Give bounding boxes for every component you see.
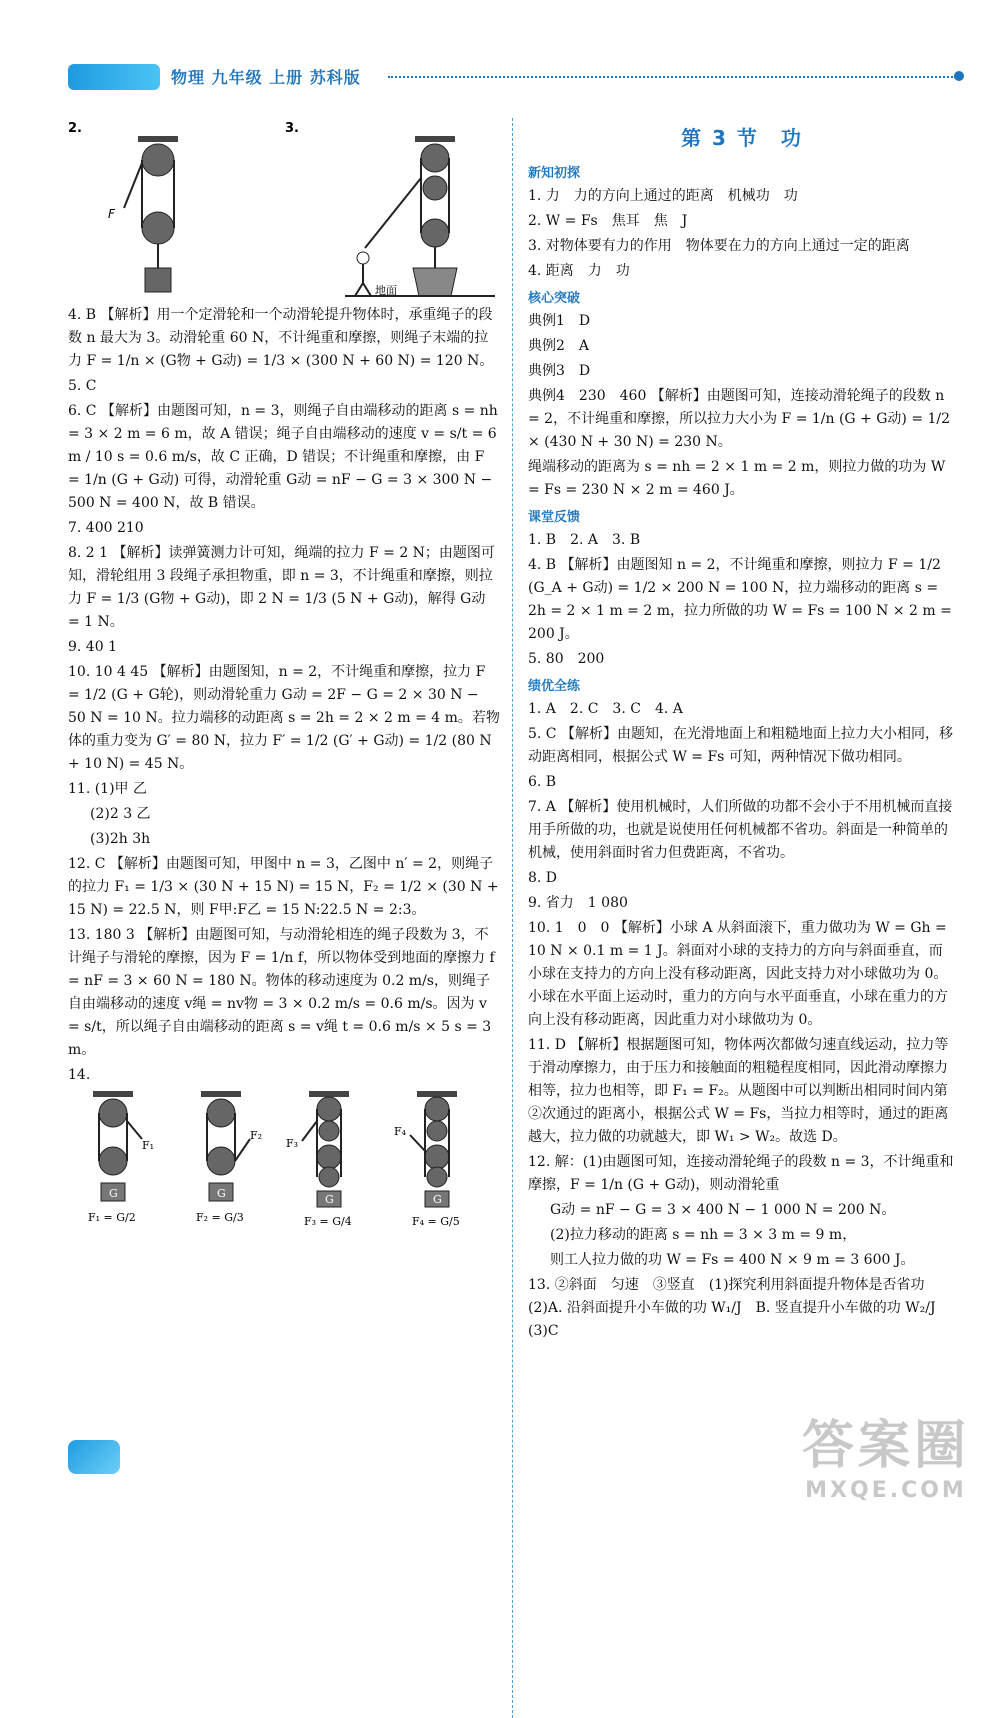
subsection-heading: 核心突破 xyxy=(528,291,581,306)
load-block xyxy=(145,268,171,292)
answer-item: 则工人拉力做的功 W = Fs = 400 N × 9 m = 3 600 J。 xyxy=(550,1252,915,1268)
left-column xyxy=(68,118,500,1231)
answer-item: 4. 距离 力 功 xyxy=(528,263,630,279)
watermark-logo: 答案圈 xyxy=(801,1416,970,1476)
force-label: F₃ xyxy=(286,1137,299,1150)
answer-item: 12. 解：(1)由题图可知，连接动滑轮绳子的段数 n = 3，不计绳重和摩擦，F = 1/n (G + G动)，则动滑轮重 xyxy=(528,1154,954,1193)
answer-item: 4. B 【解析】由题图知 n = 2，不计绳重和摩擦，则拉力 F = 1/2 (G_A + G动) = 1/2 × 200 N = 100 N，拉力端移动的距离 s = 2h = 2 × 1 m = 2 m，拉力所做的功 W = Fs = 100 N × 2 m = 200 J。 xyxy=(528,557,952,642)
answer-item: 典例4 230 460 【解析】由题图可知，连接动滑轮绳子的段数 n = 2，不计绳重和摩擦，所以拉力大小为 F = 1/n (G + G动) = 1/2 × (430 N + 30 N) = 230 N。 xyxy=(528,388,951,450)
answer-item: 绳端移动的距离为 s = nh = 2 × 1 m = 2 m，则拉力做的功为 W = Fs = 230 N × 2 m = 460 J。 xyxy=(528,459,946,498)
page-header xyxy=(68,62,968,92)
weight-label: G xyxy=(433,1193,442,1206)
answer-item: 12. C 【解析】由题图可知，甲图中 n = 3，乙图中 n′ = 2，则绳子的拉力 F₁ = 1/3 × (30 N + 15 N) = 15 N，F₂ = 1/2 × (30 N + 15 N) = 22.5 N，则 F甲:F乙 = 15 N:22.5 N = 2:3。 xyxy=(68,856,499,918)
answer-item: 5. 80 200 xyxy=(528,651,605,667)
answer-item: (2)2 3 乙 xyxy=(90,806,151,822)
answer-item: 1. A 2. C 3. C 4. A xyxy=(528,701,683,717)
answer-item: 14. xyxy=(68,1067,91,1083)
answer-item: 典例2 A xyxy=(528,338,590,354)
answer-item: 5. C xyxy=(68,378,97,394)
pulley-figure-14-3 xyxy=(284,1091,374,1231)
header-dot xyxy=(954,71,964,81)
answer-item: 1. 力 力的方向上通过的距离 机械功 功 xyxy=(528,188,798,204)
header-rule xyxy=(388,76,956,78)
weight-label: G xyxy=(217,1187,226,1200)
ground-label: 地面 xyxy=(374,284,397,297)
header-badge xyxy=(68,64,160,90)
answer-item: 8. 2 1 【解析】读弹簧测力计可知，绳端的拉力 F = 2 N；由题图可知，滑轮组用 3 段绳子承担物重，即 n = 3，不计绳重和摩擦，则拉力 F = 1/3 (G物 + G动)，即 2 N = 1/3 (5 N + G动)，解得 G动 = 1 N。 xyxy=(68,545,495,630)
pulley-figures-2-3 xyxy=(68,118,500,298)
answer-item: 8. D xyxy=(528,870,558,886)
formula-label: F₃ = G/4 xyxy=(304,1215,352,1228)
answer-item: 13. 180 3 【解析】由题图可知，与动滑轮相连的绳子段数为 3，不计绳子与滑轮的摩擦，因为 F = 1/n f，所以物体受到地面的摩擦力 f = nF = 3 × 60 N = 180 N。物体的移动速度为 0.2 m/s，则绳子自由端移动的速度 v绳 = nv物 = 3 × 0.2 m/s = 0.6 m/s。因为 v = s/t，所以绳子自由端移动的距离 s = v绳 t = 0.6 m/s × 5 s = 3 m。 xyxy=(68,927,495,1058)
formula-label: F₄ = G/5 xyxy=(412,1215,460,1228)
force-label: F xyxy=(108,207,115,221)
watermark-url: MXQE.COM xyxy=(805,1478,967,1503)
figure-label-2: 2. xyxy=(68,121,82,136)
pull-rope xyxy=(124,163,142,208)
formula-label: F₁ = G/2 xyxy=(88,1211,136,1224)
pulley-figure-14-2 xyxy=(176,1091,266,1231)
pulley-figure-14-1 xyxy=(68,1091,158,1231)
weight-label: G xyxy=(325,1193,334,1206)
answer-item: 13. ②斜面 匀速 ③竖直 (1)探究利用斜面提升物体是否省功 (2)A. 沿斜面提升小车做的功 W₁/J B. 竖直提升小车做的功 W₂/J (3)C xyxy=(528,1277,950,1339)
column-divider xyxy=(512,118,513,1718)
answer-item: 11. D 【解析】根据题图可知，物体两次都做匀速直线运动，拉力等于滑动摩擦力，由于压力和接触面的粗糙程度相同，因此滑动摩擦力相等，拉力也相等，即 F₁ = F₂。从题图中可以判断出相同时间内第②次通过的距离小，根据公式 W = Fs，当拉力相等时，通过的距离越大，拉力做的功就越大，即 W₁ > W₂。故选 D。 xyxy=(528,1037,949,1145)
pulley-figure-2 xyxy=(68,118,225,298)
answer-item: 10. 1 0 0 【解析】小球 A 从斜面滚下，重力做功为 W = Gh = 10 N × 0.1 m = 1 J。斜面对小球的支持力的方向与斜面垂直，而小球在支持力的方向上没有移动距离，因此支持力对小球做功为 0。小球在水平面上运动时，重力的方向与水平面垂直，小球在重力的方向上没有移动距离，因此重力对小球做功为 0。 xyxy=(528,920,948,1028)
formula-label: F₂ = G/3 xyxy=(196,1211,244,1224)
answer-item: 5. C 【解析】由题知，在光滑地面上和粗糙地面上拉力大小相同，移动距离相同，根据公式 W = Fs 可知，两种情况下做功相同。 xyxy=(528,726,953,765)
answer-item: 1. B 2. A 3. B xyxy=(528,532,641,548)
answer-item: 4. B 【解析】用一个定滑轮和一个动滑轮提升物体时，承重绳子的段数 n 最大为 3。动滑轮重 60 N，不计绳重和摩擦，则绳子末端的拉力 F = 1/n × (G物 + G动) = 1/3 × (300 N + 60 N) = 120 N。 xyxy=(68,307,494,369)
fixed-pulley xyxy=(142,144,174,176)
force-label: F₄ xyxy=(394,1125,407,1138)
subsection-heading: 绩优全练 xyxy=(528,679,581,694)
answer-item: G动 = nF − G = 3 × 400 N − 1 000 N = 200 N。 xyxy=(550,1202,896,1218)
subsection-heading: 新知初探 xyxy=(528,166,581,181)
page-number-badge xyxy=(68,1440,120,1474)
answer-item: (3)2h 3h xyxy=(90,831,151,847)
answer-item: 10. 10 4 45 【解析】由题图知，n = 2，不计绳重和摩擦，拉力 F = 1/2 (G + G轮)，则动滑轮重力 G动 = 2F − G = 2 × 30 N − 50 N = 10 N。拉力端移的动距离 s = 2h = 2 × 2 m = 4 m。若物体的重力变为 G′ = 80 N，拉力 F′ = 1/2 (G′ + G动) = 1/2 (80 N + 10 N) = 45 N。 xyxy=(68,664,500,772)
answer-item: 7. A 【解析】使用机械时，人们所做的功都不会小于不用机械而直接用手所做的功，也就是说使用任何机械都不省功。斜面是一种简单的机械，使用斜面时省力但费距离，不省功。 xyxy=(528,799,953,861)
weight-label: G xyxy=(109,1187,118,1200)
answer-item: 典例1 D xyxy=(528,313,591,329)
force-label: F₂ xyxy=(250,1129,263,1142)
subsection-heading: 课堂反馈 xyxy=(528,510,581,525)
answer-item: 2. W = Fs 焦耳 焦 J xyxy=(528,213,688,229)
pulley-figures-14 xyxy=(68,1091,500,1231)
answer-item: 6. C 【解析】由题图可知，n = 3，则绳子自由端移动的距离 s = nh = 3 × 2 m = 6 m，故 A 错误；绳子自由端移动的速度 v = s/t = 6 m / 10 s = 0.6 m/s，故 C 正确，D 错误；不计绳重和摩擦，由 F = 1/n (G + G动) 可得，动滑轮重 G动 = nF − G = 3 × 300 N − 500 N = 400 N，故 B 错误。 xyxy=(68,403,498,511)
watermark xyxy=(802,1403,970,1503)
header-title: 物理 九年级 上册 苏科版 xyxy=(171,68,361,87)
pulley-figure-14-4 xyxy=(392,1091,482,1231)
pulley-figure-3 xyxy=(285,118,500,298)
right-column xyxy=(528,118,956,1345)
answer-item: 3. 对物体要有力的作用 物体要在力的方向上通过一定的距离 xyxy=(528,238,910,254)
figure-label-3: 3. xyxy=(284,121,299,136)
movable-pulley xyxy=(142,212,174,244)
force-label: F₁ xyxy=(142,1139,155,1152)
answer-item: 7. 400 210 xyxy=(68,520,144,536)
bucket xyxy=(413,268,457,296)
answer-item: 9. 省力 1 080 xyxy=(528,895,628,911)
section-title: 第 3 节 功 xyxy=(681,126,803,150)
person-head xyxy=(357,252,369,264)
answer-item: 6. B xyxy=(528,774,557,790)
answer-item: (2)拉力移动的距离 s = nh = 3 × 3 m = 9 m， xyxy=(550,1227,857,1243)
answer-item: 9. 40 1 xyxy=(68,639,117,655)
answer-item: 典例3 D xyxy=(528,363,591,379)
answer-item: 11. (1)甲 乙 xyxy=(68,781,147,797)
ceiling-mount xyxy=(138,136,178,142)
